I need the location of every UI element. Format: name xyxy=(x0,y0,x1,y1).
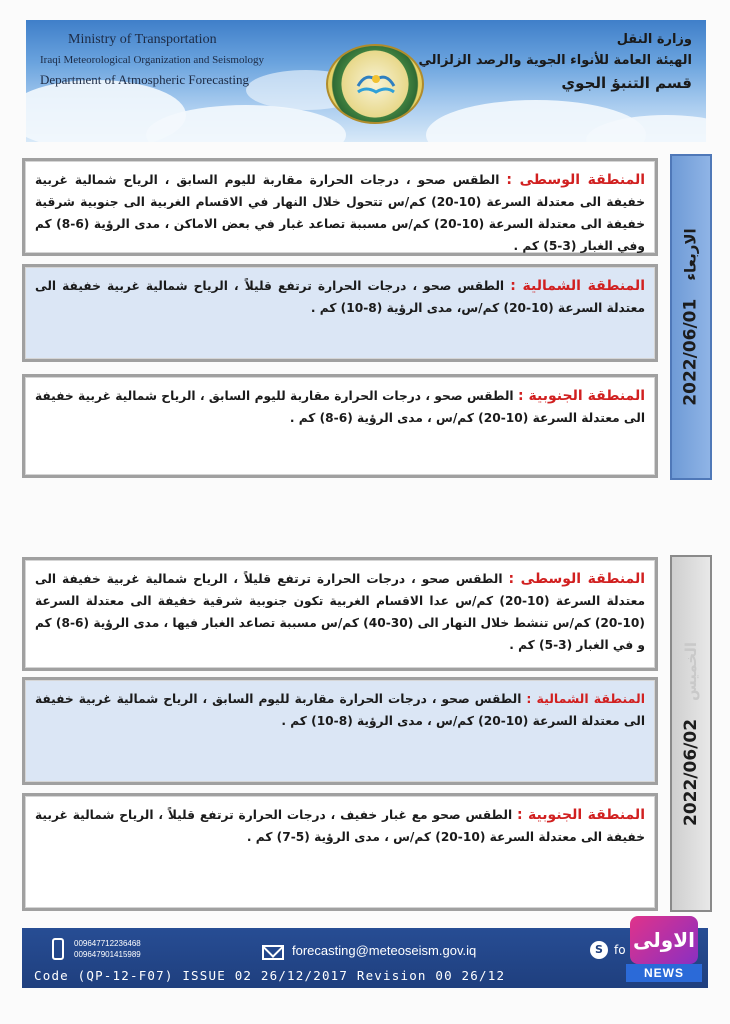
organization-ar: الهيئة العامة للأنواء الجوية والرصد الزلزالي xyxy=(418,53,692,68)
mail-icon xyxy=(262,945,284,960)
phone-numbers xyxy=(74,938,141,960)
department-ar: قسم التنبؤ الجوي xyxy=(561,74,692,92)
region-name: المنطقة الشمالية : xyxy=(526,691,645,706)
region-name: المنطقة الشمالية : xyxy=(510,278,645,294)
organization-logo xyxy=(326,44,424,124)
header-english xyxy=(40,32,264,88)
region-south xyxy=(22,374,658,478)
region-north xyxy=(22,264,658,362)
watermark-brand: الاولى xyxy=(630,916,698,964)
logo-emblem-icon xyxy=(354,70,398,100)
watermark-news: NEWS xyxy=(626,964,702,982)
region-name: المنطقة الجنوبية : xyxy=(517,388,645,404)
footer-bar xyxy=(22,928,708,988)
region-name: المنطقة الوسطى : xyxy=(508,571,646,587)
document-code: Code (QP-12-F07) ISSUE 02 26/12/2017 Revision 00 26/12 xyxy=(34,968,506,983)
region-text: الطقس صحو ، درجات الحرارة ترتفع قليلاً ، الرياح شمالية غربية خفيفة الى معتدلة السرعة (10-20) كم/س عدا الاقسام الغربية تكون جنوبية شرقية خفيفة الى معتدلة السرعة (10-20) كم/س تنشط خلال النهار الى (30-40) كم/س مسببة تصاعد الغبار فيها ، مدى الرؤية (6-8) كم و في الغبار (3-5) كم . xyxy=(35,572,645,652)
region-north xyxy=(22,677,658,785)
forecast-day-2 xyxy=(22,555,712,912)
forecast-day: الاربعاء xyxy=(682,228,700,281)
skype-icon: S xyxy=(590,941,608,959)
forecast-day: الخميس xyxy=(682,641,701,701)
region-text: الطقس صحو ، درجات الحرارة مقاربة لليوم السابق ، الرياح شمالية غربية خفيفة الى معتدلة السرعة (10-20) كم/س تتحول خلال النهار في الاقسام الغربية الى جنوبية شرقية خفيفة الى معتدلة السرعة (10-20) كم/س مسببة تصاعد غبار في بعض الاماكن ، مدى الرؤية (6-8) كم وفي الغبار (3-5) كم . xyxy=(35,173,645,253)
region-south xyxy=(22,793,658,911)
department-en: Department of Atmospheric Forecasting xyxy=(40,72,250,87)
phone-number: 009647901415989 xyxy=(74,950,141,959)
phone-number: 009647712236468 xyxy=(74,939,141,948)
forecast-day-1 xyxy=(22,154,712,480)
ministry-ar: وزارة النقل xyxy=(616,32,692,47)
skype-handle: fo xyxy=(614,943,626,957)
region-central xyxy=(22,158,658,256)
forecast-date: 2022/06/01 xyxy=(681,298,701,406)
region-text: الطقس صحو ، درجات الحرارة مقاربة لليوم السابق ، الرياح شمالية غربية خفيفة الى معتدلة السرعة (10-20) كم/س ، مدى الرؤية (6-8) كم . xyxy=(35,389,645,425)
region-text: الطقس صحو ، درجات الحرارة ترتفع قليلاً ، الرياح شمالية غربية خفيفة الى معتدلة السرعة (10-20) كم/س، مدى الرؤية (8-10) كم . xyxy=(35,279,645,315)
header-banner xyxy=(26,20,706,142)
region-text: الطقس صحو ، درجات الحرارة مقاربة لليوم السابق ، الرياح شمالية غربية خفيفة الى معتدلة السرعة (10-20) كم/س ، مدى الرؤية (8-10) كم . xyxy=(35,692,645,728)
phone-icon xyxy=(52,938,64,960)
email-address[interactable]: forecasting@meteoseism.gov.iq xyxy=(292,943,477,958)
date-bar xyxy=(670,154,712,480)
header-arabic xyxy=(418,32,692,92)
date-bar xyxy=(670,555,712,912)
region-central xyxy=(22,557,658,671)
organization-en: Iraqi Meteorological Organization and Seismology xyxy=(40,54,265,66)
forecast-date: 2022/06/02 xyxy=(681,718,702,826)
region-name: المنطقة الوسطى : xyxy=(506,172,646,188)
region-name: المنطقة الجنوبية : xyxy=(516,807,645,823)
news-watermark xyxy=(626,910,704,984)
region-text: الطقس صحو مع غبار خفيف ، درجات الحرارة ترتفع قليلاً ، الرياح شمالية غربية خفيفة الى معتدلة السرعة (10-20) كم/س ، مدى الرؤية (5-7) كم . xyxy=(35,808,645,844)
ministry-en: Ministry of Transportation xyxy=(68,32,217,47)
